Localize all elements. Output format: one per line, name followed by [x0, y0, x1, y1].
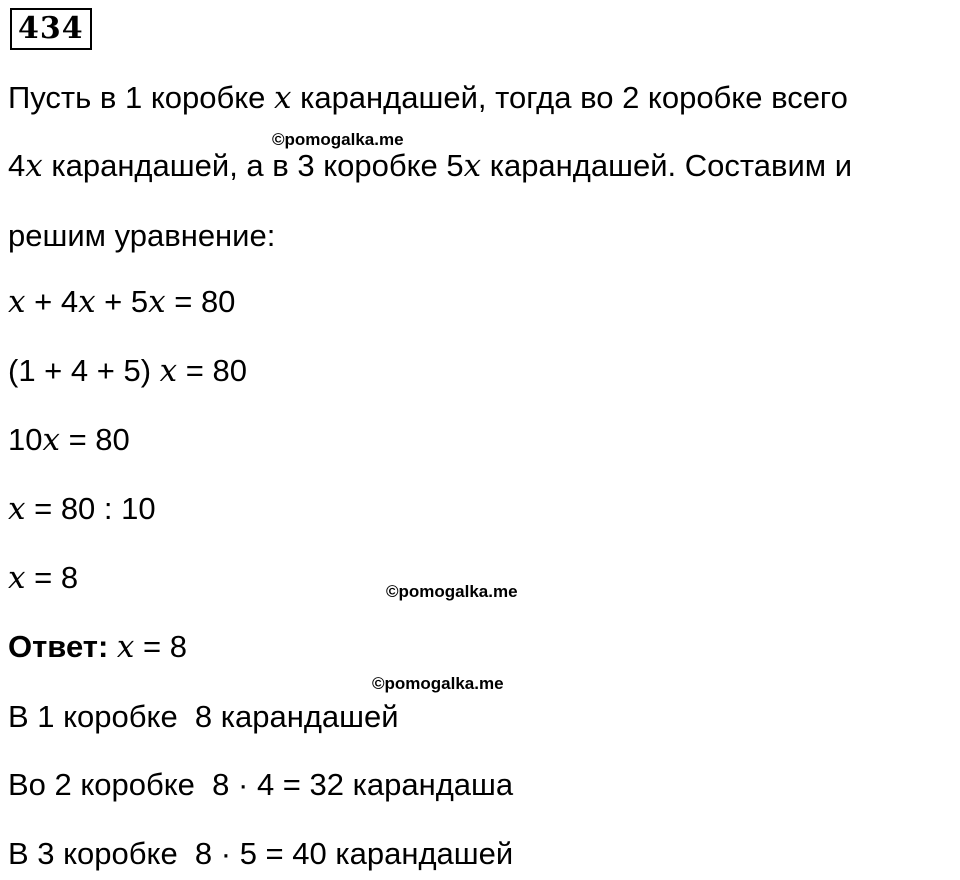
variable-x: x — [116, 629, 135, 665]
result-box-2: Во 2 коробке 8 · 4 = 32 карандаша — [8, 767, 514, 802]
text-segment: = 80 — [177, 353, 247, 388]
text-segment: 4 — [8, 148, 26, 183]
variable-x: x — [148, 284, 166, 320]
equation-1 — [8, 282, 235, 322]
text-segment: карандашей, тогда во 2 коробке всего — [291, 80, 848, 115]
text-line-2 — [8, 146, 852, 186]
text-segment: (1 + 4 + 5) — [8, 353, 160, 388]
text-segment — [108, 629, 117, 664]
equation-3 — [8, 420, 130, 460]
variable-x: x — [78, 284, 96, 320]
variable-x: x — [25, 148, 43, 184]
text-segment: = 80 : 10 — [25, 491, 156, 526]
variable-x: x — [8, 284, 26, 320]
answer-label: Ответ: — [8, 629, 109, 664]
equation-5 — [8, 558, 78, 598]
text-segment: = 80 — [59, 422, 130, 457]
variable-x: x — [463, 148, 482, 184]
result-box-1: В 1 коробке 8 карандашей — [8, 699, 399, 734]
variable-x: x — [42, 422, 60, 458]
text-line-3: решим уравнение: — [8, 218, 276, 253]
text-segment: + 5 — [95, 284, 149, 319]
text-segment: = 8 — [25, 560, 79, 595]
text-segment: карандашей, а в 3 коробке 5 — [42, 148, 464, 183]
equation-4 — [8, 489, 156, 529]
watermark: ©pomogalka.me — [372, 674, 504, 693]
text-segment: 10 — [8, 422, 43, 457]
equation-2 — [8, 351, 247, 391]
variable-x: x — [273, 80, 292, 116]
text-segment: + 4 — [25, 284, 79, 319]
text-line-1 — [8, 78, 848, 118]
problem-number: 434 — [10, 8, 92, 50]
result-box-3: В 3 коробке 8 · 5 = 40 карандашей — [8, 836, 514, 871]
text-segment: = 80 — [165, 284, 236, 319]
variable-x: x — [159, 353, 178, 389]
text-segment: Пусть в 1 коробке — [8, 80, 274, 115]
text-segment: карандашей. Составим и — [481, 148, 853, 183]
text-segment: = 8 — [134, 629, 187, 664]
variable-x: x — [8, 491, 26, 527]
answer-line — [8, 627, 187, 667]
watermark: ©pomogalka.me — [272, 130, 404, 149]
watermark: ©pomogalka.me — [386, 582, 518, 601]
variable-x: x — [8, 560, 26, 596]
